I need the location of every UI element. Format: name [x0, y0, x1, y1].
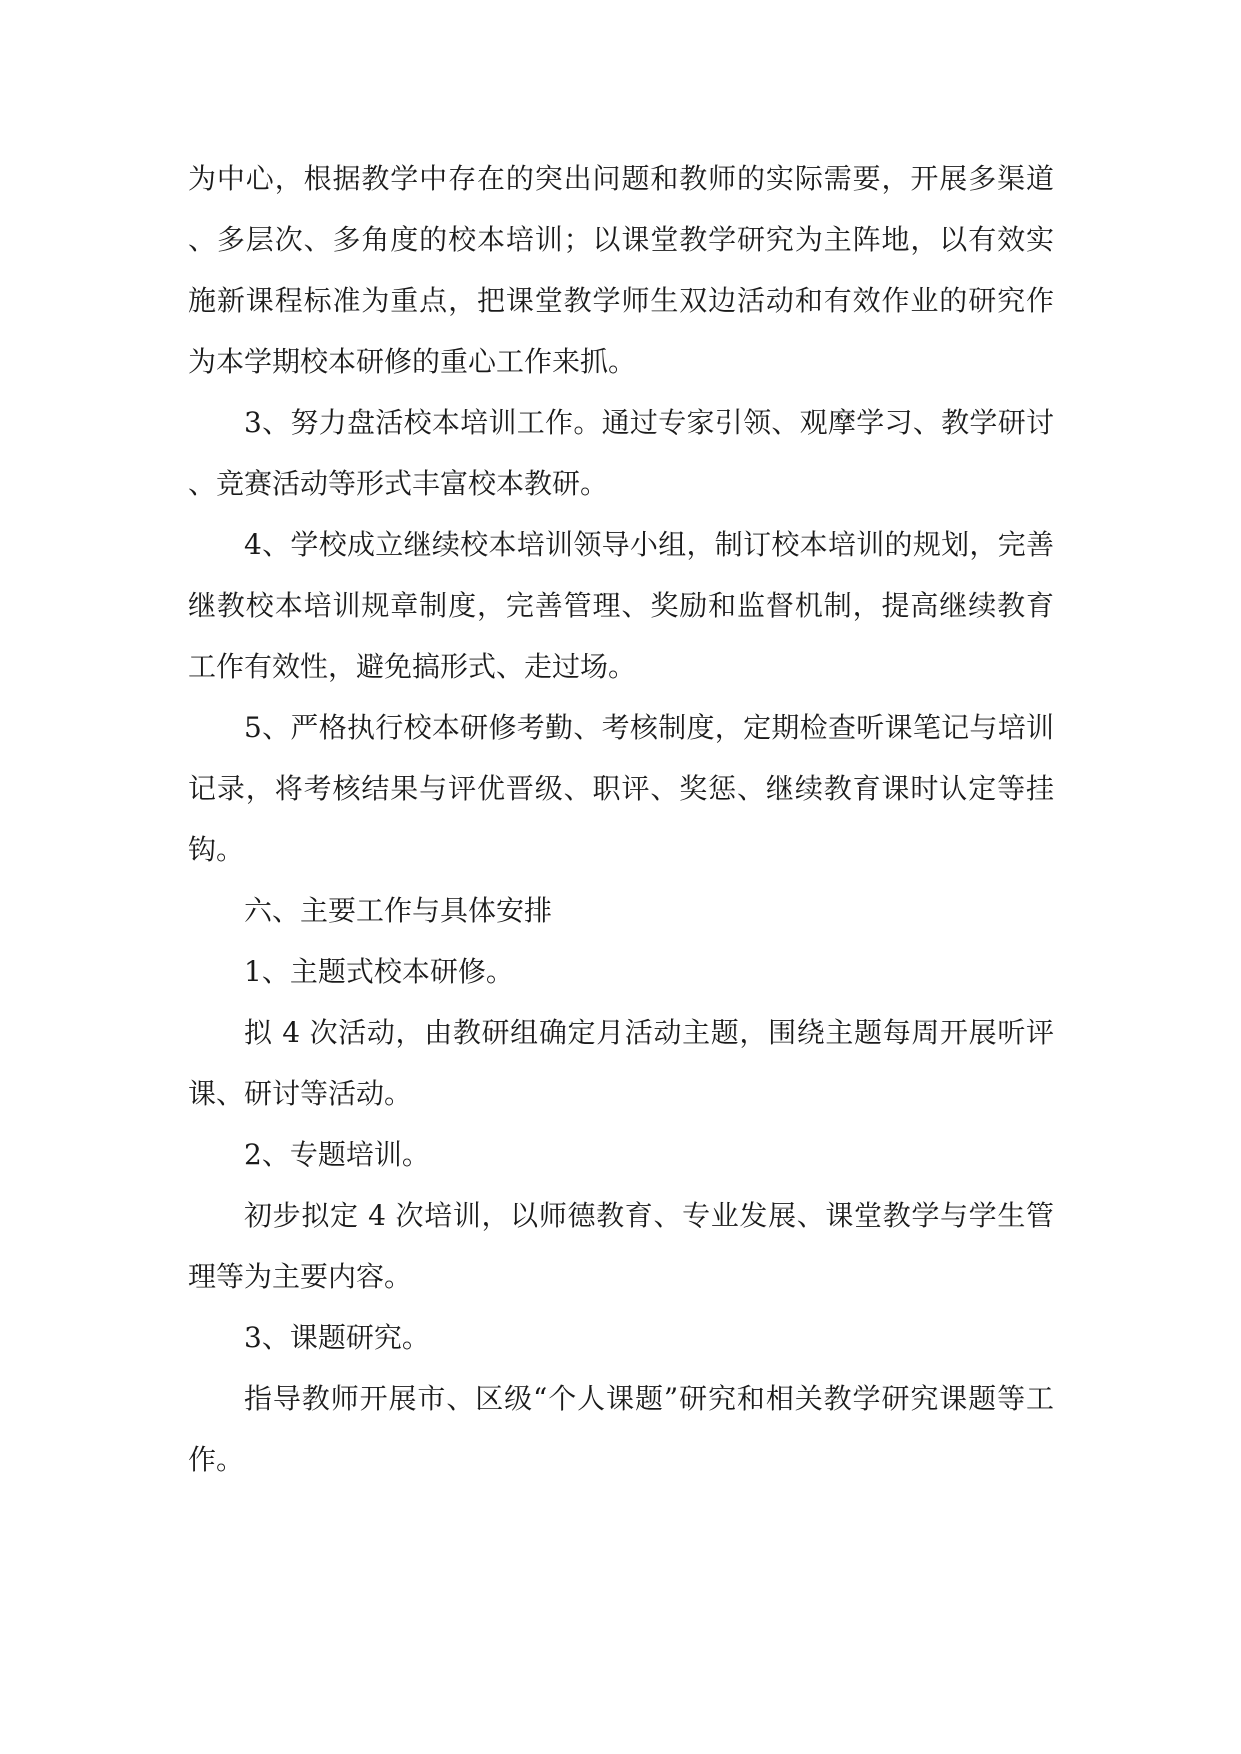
- subheading-3: 3、课题研究。: [244, 1321, 430, 1354]
- paragraph-item-3: 3、努力盘活校本培训工作。通过专家引领、观摩学习、教学研讨、竞赛活动等形式丰富校本教研。: [188, 406, 1054, 500]
- paragraph-item-4: 4、学校成立继续校本培训领导小组，制订校本培训的规划，完善继教校本培训规章制度，完善管理、奖励和监督机制，提高继续教育工作有效性，避免搞形式、走过场。: [188, 528, 1054, 683]
- paragraph-continuation: 为中心，根据教学中存在的突出问题和教师的实际需要，开展多渠道、多层次、多角度的校本培训；以课堂教学研究为主阵地，以有效实施新课程标准为重点，把课堂教学师生双边活动和有效作业的研究作为本学期校本研修的重心工作来抓。: [188, 162, 1054, 378]
- subheading-1: 1、主题式校本研修。: [244, 955, 514, 988]
- paragraph-sub-1: 拟 4 次活动，由教研组确定月活动主题，围绕主题每周开展听评课、研讨等活动。: [188, 1016, 1054, 1110]
- paragraph-sub-2: 初步拟定 4 次培训，以师德教育、专业发展、课堂教学与学生管理等为主要内容。: [188, 1199, 1054, 1293]
- subheading-2: 2、专题培训。: [244, 1138, 430, 1171]
- document-body: [188, 148, 1054, 1490]
- paragraph-sub-3: 指导教师开展市、区级“个人课题”研究和相关教学研究课题等工作。: [188, 1382, 1054, 1476]
- paragraph-item-5: 5、严格执行校本研修考勤、考核制度，定期检查听课笔记与培训记录，将考核结果与评优晋级、职评、奖惩、继续教育课时认定等挂钩。: [188, 711, 1054, 866]
- section-heading-6: 六、主要工作与具体安排: [244, 894, 553, 927]
